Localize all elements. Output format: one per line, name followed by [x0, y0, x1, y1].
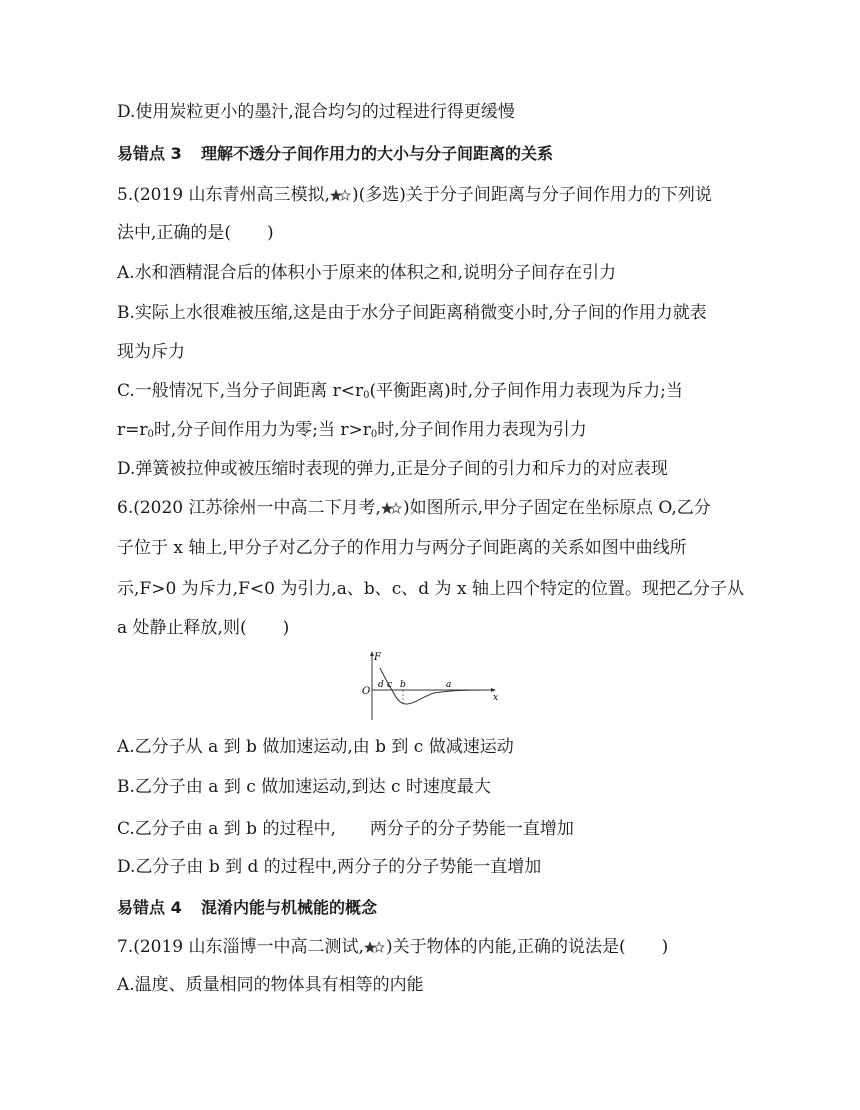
point-d-label: d: [378, 680, 384, 690]
difficulty-star-icon: [330, 188, 352, 204]
question-source: 7.(2019 山东淄博一中高二测试,: [117, 937, 364, 957]
difficulty-star-icon: [364, 940, 386, 956]
answer-bracket: ): [282, 618, 290, 638]
question-7-stem: [117, 936, 668, 958]
question-text: 法中,正确的是(: [117, 223, 232, 243]
question-source: 6.(2020 江苏徐州一中高二下月考,: [117, 498, 381, 518]
q6-option-b: B.乙分子由 a 到 c 做加速运动,到达 c 时速度最大: [117, 777, 491, 797]
q6-option-d: D.乙分子由 b 到 d 的过程中,两分子的分子势能一直增加: [117, 857, 542, 877]
difficulty-star-icon: [381, 501, 403, 517]
point-c-label: c: [387, 680, 393, 690]
subscript: 0: [370, 429, 378, 440]
x-axis-label: x: [493, 693, 499, 703]
f-axis-label: F: [374, 652, 381, 663]
force-distance-graph: [362, 650, 502, 722]
question-text: )关于物体的内能,正确的说法是(: [385, 937, 626, 957]
q7-option-a: A.温度、质量相同的物体具有相等的内能: [117, 975, 424, 995]
answer-bracket: ): [661, 937, 669, 957]
q5-option-c: [117, 380, 683, 402]
section-number: 易错点 3: [117, 144, 182, 163]
option-text: 时,分子间作用力为零;当 r>r: [153, 420, 371, 440]
point-b-label: b: [400, 680, 406, 690]
section-heading-4: [117, 897, 377, 919]
option-text: r=r: [117, 420, 148, 440]
origin-label: O: [362, 686, 371, 697]
q6-option-c: C.乙分子由 a 到 b 的过程中, 两分子的分子势能一直增加: [117, 819, 574, 839]
question-text: )(多选)关于分子间距离与分子间作用力的下列说: [351, 185, 712, 205]
question-6-stem: [117, 497, 711, 519]
x-axis-arrow: [491, 688, 496, 692]
q5-option-d: D.弹簧被拉伸或被压缩时表现的弹力,正是分子间的引力和斥力的对应表现: [117, 459, 668, 479]
option-text: 时,分子间作用力表现为引力: [377, 420, 587, 440]
section-number: 易错点 4: [117, 898, 182, 917]
q6-option-a: A.乙分子从 a 到 b 做加速运动,由 b 到 c 做减速运动: [117, 737, 514, 757]
question-text: )如图所示,甲分子固定在坐标原点 O,乙分: [402, 498, 711, 518]
answer-bracket: ): [267, 223, 274, 243]
section-title: 理解不透分子间作用力的大小与分子间距离的关系: [201, 144, 554, 163]
subscript: 0: [147, 429, 154, 440]
option-text: C.一般情况下,当分子间距离 r<r: [117, 381, 364, 401]
subscript: 0: [363, 390, 370, 401]
q5-option-c-cont: [117, 419, 587, 441]
question-5-stem: [117, 184, 712, 206]
q5-option-b: B.实际上水很难被压缩,这是由于水分子间距离稍微变小时,分子间的作用力就表: [117, 303, 707, 323]
point-a-label: a: [446, 680, 452, 690]
question-text: a 处静止释放,则(: [117, 618, 247, 638]
force-curve: [380, 668, 490, 704]
q5-option-a: A.水和酒精混合后的体积小于原来的体积之和,说明分子间存在引力: [117, 263, 617, 283]
question-6-stem-cont: 子位于 x 轴上,甲分子对乙分子的作用力与两分子间距离的关系如图中曲线所: [117, 538, 687, 558]
option-d-previous: D.使用炭粒更小的墨汁,混合均匀的过程进行得更缓慢: [117, 102, 515, 122]
question-6-stem-cont: [117, 617, 289, 639]
question-5-stem-cont: [117, 222, 274, 244]
section-title: 混淆内能与机械能的概念: [201, 898, 378, 917]
question-source: 5.(2019 山东青州高三模拟,: [117, 185, 330, 205]
section-heading-3: [117, 143, 553, 165]
q5-option-b-cont: 现为斥力: [117, 342, 185, 362]
option-text: (平衡距离)时,分子间作用力表现为斥力;当: [369, 381, 683, 401]
question-6-stem-cont: 示,F>0 为斥力,F<0 为引力,a、b、c、d 为 x 轴上四个特定的位置。现把乙分子从: [117, 579, 744, 599]
